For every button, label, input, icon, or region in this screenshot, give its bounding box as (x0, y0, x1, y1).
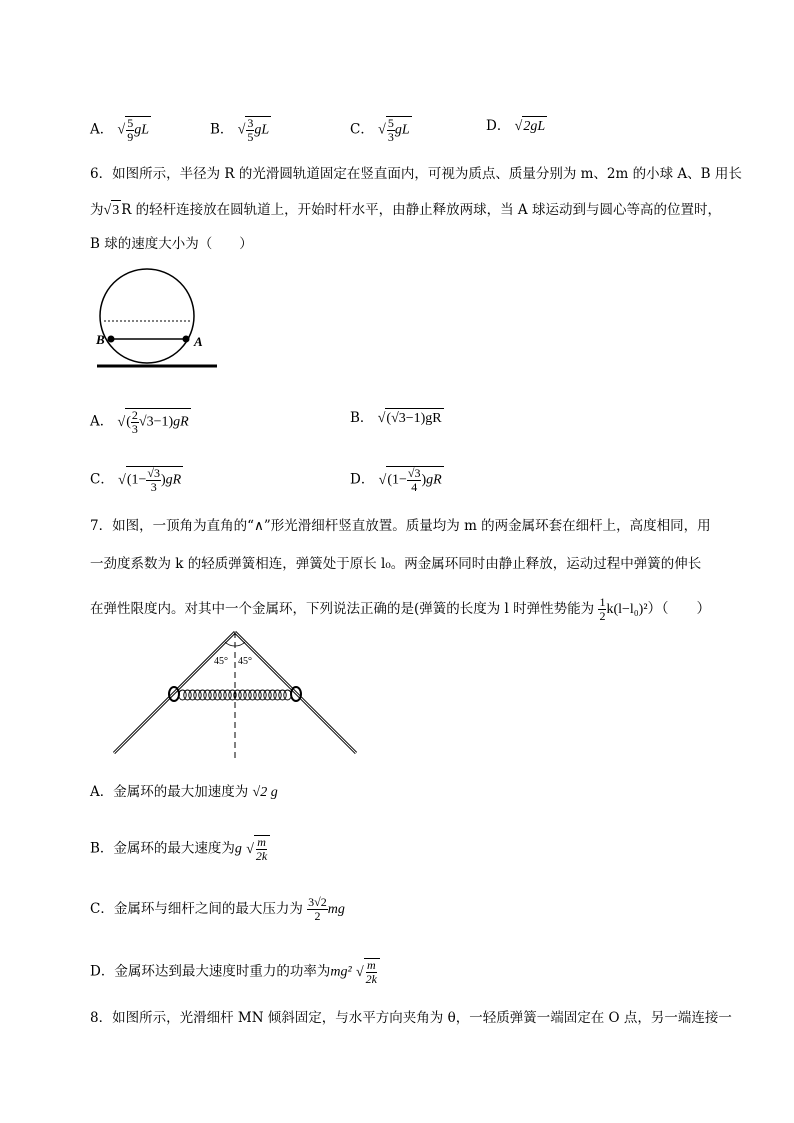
q7-option-b (90, 835, 270, 863)
q5-option-d (486, 116, 547, 137)
sqrt-expression: √2gL (515, 119, 547, 134)
spring-coil (184, 690, 192, 700)
text-span: g (234, 841, 242, 857)
ball-a (183, 336, 190, 343)
q6-option-b (350, 408, 444, 429)
q7-option-a (90, 782, 278, 803)
sqrt-expression: √3 (104, 203, 122, 218)
question-text: 如图所示，光滑细杆 MN 倾斜固定，与水平方向夹角为 θ，一轻质弹簧一端固定在 O 点，另一端连接一 (112, 1010, 732, 1026)
q6-line-3 (90, 234, 253, 254)
sqrt-expression: √(1− $\frac{√3}{4}$ )gR (378, 466, 442, 494)
text-span: mg² (330, 964, 352, 980)
text-span: mg (327, 902, 345, 917)
spring-coil (224, 690, 232, 700)
q6-option-a (90, 408, 191, 436)
sqrt-expression: √ $\frac{m}{2k}$ (356, 965, 380, 980)
spring-coil (199, 690, 207, 700)
option-label: D． (350, 471, 375, 488)
option-label: D． (486, 118, 511, 134)
label-a: A (194, 334, 203, 349)
angle-label-right: 45° (238, 656, 252, 667)
text-span: R 的轻杆连接放在圆轨道上，开始时杆水平，由静止释放两球，当 A 球运动到与圆心等高的位置时， (121, 202, 721, 218)
ball-b (108, 336, 115, 343)
q7-line-1 (90, 516, 711, 536)
sqrt-expression: √(1− $\frac{√3}{3}$ )gR (118, 466, 182, 494)
option-label: A． (90, 121, 114, 138)
question-text: 一劲度系数为 k 的轻质弹簧相连，弹簧处于原长 l₀。两金属环同时由静止释放，运动过程中弹簧的伸长 (90, 556, 702, 572)
spring-coil (189, 690, 197, 700)
q7-option-d (90, 958, 380, 986)
question-number: 7． (90, 518, 113, 534)
question-text: 如图所示，半径为 R 的光滑圆轨道固定在竖直面内，可视为质点、质量分别为 m、2m 的小球 A、B 用长 (112, 166, 742, 182)
option-text: C．金属环与细杆之间的最大压力为 (90, 901, 303, 917)
option-fraction: $\frac{3√2}{2}$ (308, 895, 327, 923)
option-label: B． (210, 121, 234, 138)
spring-coil (259, 690, 267, 700)
question-text: B 球的速度大小为（ ） (90, 236, 253, 252)
option-label: C． (350, 121, 374, 138)
spring-coil (219, 690, 227, 700)
spring-coil (264, 690, 272, 700)
question-number: 8． (90, 1010, 113, 1026)
q6-option-d (350, 466, 444, 494)
label-b: B (96, 332, 105, 347)
spring-coil (194, 690, 202, 700)
q7-line-2 (90, 554, 701, 574)
left-rod-inner (114, 632, 235, 753)
circular-track (100, 269, 194, 363)
half-fraction: $\frac{1}{2}$ (599, 595, 606, 623)
question-text: 如图，一顶角为直角的“∧”形光滑细杆竖直放置。质量均为 m 的两金属环套在细杆上，高度相同，用 (112, 518, 711, 534)
option-text: B．金属环的最大速度为 (90, 840, 235, 857)
question-number: 6． (90, 166, 113, 182)
q6-option-c (90, 466, 183, 494)
option-label: A． (90, 413, 114, 430)
sqrt-expression: √(√3−1)gR (378, 411, 444, 426)
spring-coil (239, 690, 247, 700)
circle-track-figure (92, 268, 222, 372)
q5-option-b (210, 116, 271, 144)
spring-coil (249, 690, 257, 700)
sqrt-expression: √( $\frac{2}{3}$ √3−1)gR (117, 408, 189, 436)
sqrt-expression: √ $\frac{5}{9}$ gL (117, 116, 150, 144)
q6-line-1 (90, 164, 742, 184)
option-label: C． (90, 471, 114, 488)
right-rod-inner (235, 632, 356, 753)
q6-line-2 (90, 200, 721, 221)
option-math: √2 g (252, 785, 278, 800)
text-span: 为 (90, 202, 104, 218)
sqrt-expression: √ $\frac{3}{5}$ gL (237, 116, 270, 144)
spring-coil (244, 690, 252, 700)
q7-option-c (90, 896, 345, 923)
q5-option-c (350, 116, 412, 144)
spring-coil (204, 690, 212, 700)
option-label: B． (350, 410, 374, 426)
q7-line-3 (90, 596, 711, 623)
spring-coil (209, 690, 217, 700)
option-text: D．金属环达到最大速度时重力的功率为 (90, 963, 331, 980)
q8-line-1 (90, 1008, 732, 1028)
spring-coil (279, 690, 287, 700)
sqrt-expression: √ $\frac{5}{3}$ gL (378, 116, 410, 144)
sqrt-expression: √ $\frac{m}{2k}$ (246, 842, 270, 857)
spring-coil (214, 690, 222, 700)
spring-coil (254, 690, 262, 700)
question-text: 在弹性限度内。对其中一个金属环，下列说法正确的是(弹簧的长度为 l 时弹性势能为 (90, 601, 595, 617)
energy-expression: k(l−l₀)²）（ ） (606, 602, 711, 617)
angle-label-left: 45° (214, 656, 228, 667)
spring-coil (274, 690, 282, 700)
spring-coil (269, 690, 277, 700)
option-text: A．金属环的最大加速度为 (90, 784, 249, 800)
spring-rod-figure (110, 628, 360, 764)
q5-option-a (90, 116, 151, 144)
